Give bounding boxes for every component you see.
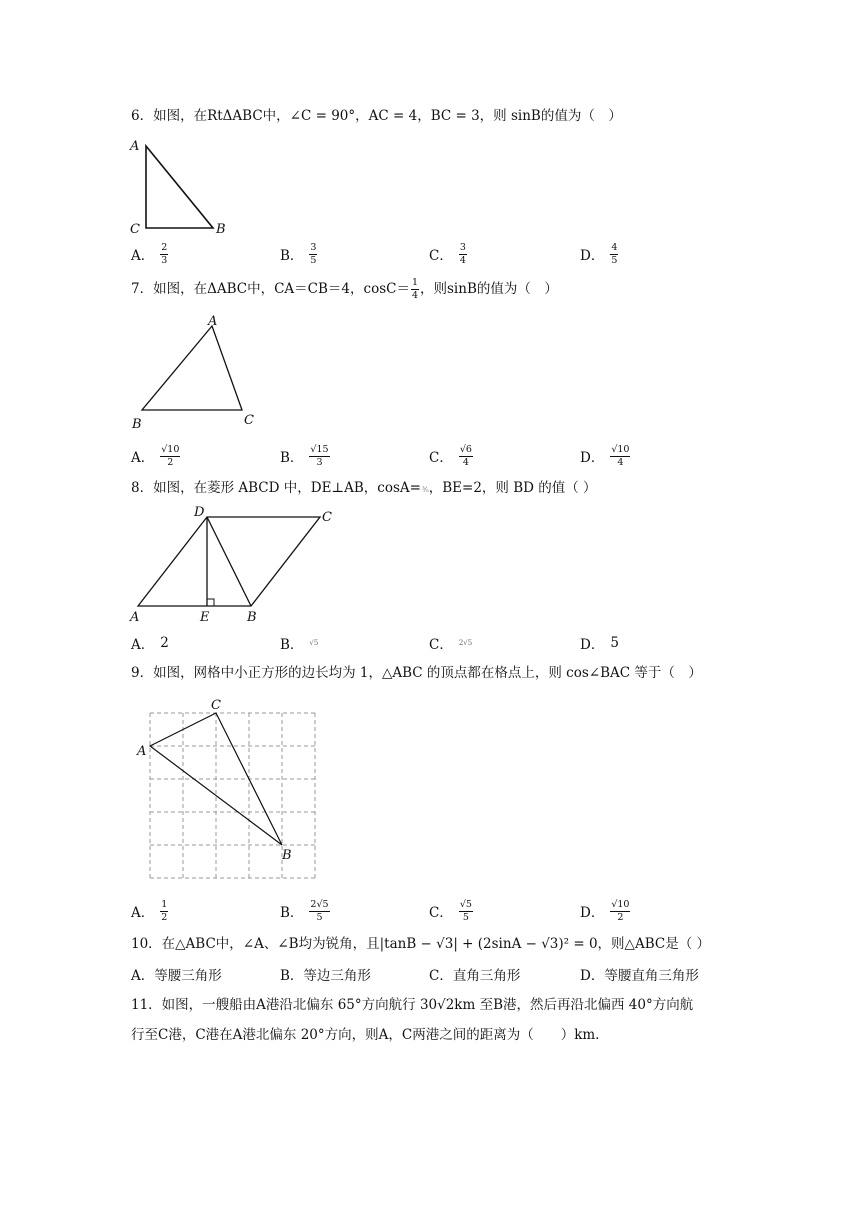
question-6-figure bbox=[128, 134, 238, 237]
question-9-options bbox=[131, 898, 731, 924]
label-B: B bbox=[247, 610, 257, 625]
option-b[interactable]: B． $\frac{√15}{3}$ bbox=[280, 443, 329, 468]
option-b[interactable]: B． 等边三角形 bbox=[280, 968, 371, 984]
label-A: A bbox=[137, 744, 147, 759]
option-b[interactable]: B． $\frac{2√5}{5}$ bbox=[280, 898, 329, 923]
question-11-stem-line-2: 行至C港，C港在A港北偏东 20°方向，则A，C两港之间的距离为（ ）km. bbox=[131, 1027, 600, 1043]
option-d[interactable]: D． $\frac{√10}{4}$ bbox=[580, 443, 630, 468]
question-6-stem: 6．如图，在RtΔABC中，∠C = 90°，AC = 4，BC = 3，则 sinB的值为（ ） bbox=[131, 108, 622, 124]
option-a[interactable]: A． 2 bbox=[131, 635, 169, 653]
option-d[interactable]: D． $\frac{4}{5}$ bbox=[580, 241, 618, 266]
option-b[interactable]: B． √5 bbox=[280, 637, 319, 653]
question-7-stem: 7．如图，在ΔABC中，CA＝CB＝4，cosC＝ $\frac{1}{4}$ ，则sinB的值为（ ） bbox=[131, 277, 558, 301]
question-7-figure bbox=[130, 312, 270, 432]
option-c[interactable]: C． $\frac{3}{4}$ bbox=[429, 241, 466, 266]
question-10-stem: 10．在△ABC中，∠A、∠B均为锐角，且|tanB − √3| + (2sinA − √3)² = 0，则△ABC是（ ） bbox=[131, 936, 710, 952]
option-c[interactable]: C． $\frac{√5}{5}$ bbox=[429, 898, 472, 923]
option-d[interactable]: D． 等腰直角三角形 bbox=[580, 968, 699, 984]
label-C: C bbox=[211, 698, 221, 713]
option-a[interactable]: A． $\frac{√10}{2}$ bbox=[131, 443, 180, 468]
question-8-options bbox=[131, 630, 731, 656]
label-E: E bbox=[200, 610, 210, 625]
option-c[interactable]: C． 2√5 bbox=[429, 637, 473, 653]
label-D: D bbox=[194, 505, 205, 520]
label-B: B bbox=[216, 222, 226, 237]
label-A: A bbox=[208, 314, 218, 329]
question-6-options bbox=[131, 241, 731, 267]
question-9-figure bbox=[135, 695, 325, 890]
option-c[interactable]: C． $\frac{√6}{4}$ bbox=[429, 443, 472, 468]
label-A: A bbox=[130, 610, 140, 625]
question-8-stem: 8．如图，在菱形 ABCD 中，DE⊥AB，cosA=³⁄₅，BE=2，则 BD 的值（ ） bbox=[131, 480, 597, 496]
option-a[interactable]: A． 等腰三角形 bbox=[131, 968, 222, 984]
label-A: A bbox=[130, 139, 140, 154]
option-d[interactable]: D． 5 bbox=[580, 635, 619, 653]
question-11-stem-line-1: 11．如图，一艘船由A港沿北偏东 65°方向航行 30√2km 至B港，然后再沿北偏西 40°方向航 bbox=[131, 997, 694, 1013]
question-9-stem: 9．如图，网格中小正方形的边长均为 1，△ABC 的顶点都在格点上，则 cos∠BAC 等于（ ） bbox=[131, 665, 702, 681]
question-10-options bbox=[131, 961, 731, 987]
option-d[interactable]: D． $\frac{√10}{2}$ bbox=[580, 898, 630, 923]
label-C: C bbox=[322, 510, 332, 525]
option-a[interactable]: A． $\frac{1}{2}$ bbox=[131, 898, 168, 923]
option-c[interactable]: C． 直角三角形 bbox=[429, 968, 521, 984]
question-7-options bbox=[131, 443, 731, 469]
label-C: C bbox=[130, 222, 140, 237]
label-B: B bbox=[282, 848, 292, 863]
label-B: B bbox=[132, 417, 142, 432]
label-C: C bbox=[244, 413, 254, 428]
question-8-figure bbox=[128, 503, 348, 628]
option-a[interactable]: A． $\frac{2}{3}$ bbox=[131, 241, 168, 266]
option-b[interactable]: B． $\frac{3}{5}$ bbox=[280, 241, 317, 266]
